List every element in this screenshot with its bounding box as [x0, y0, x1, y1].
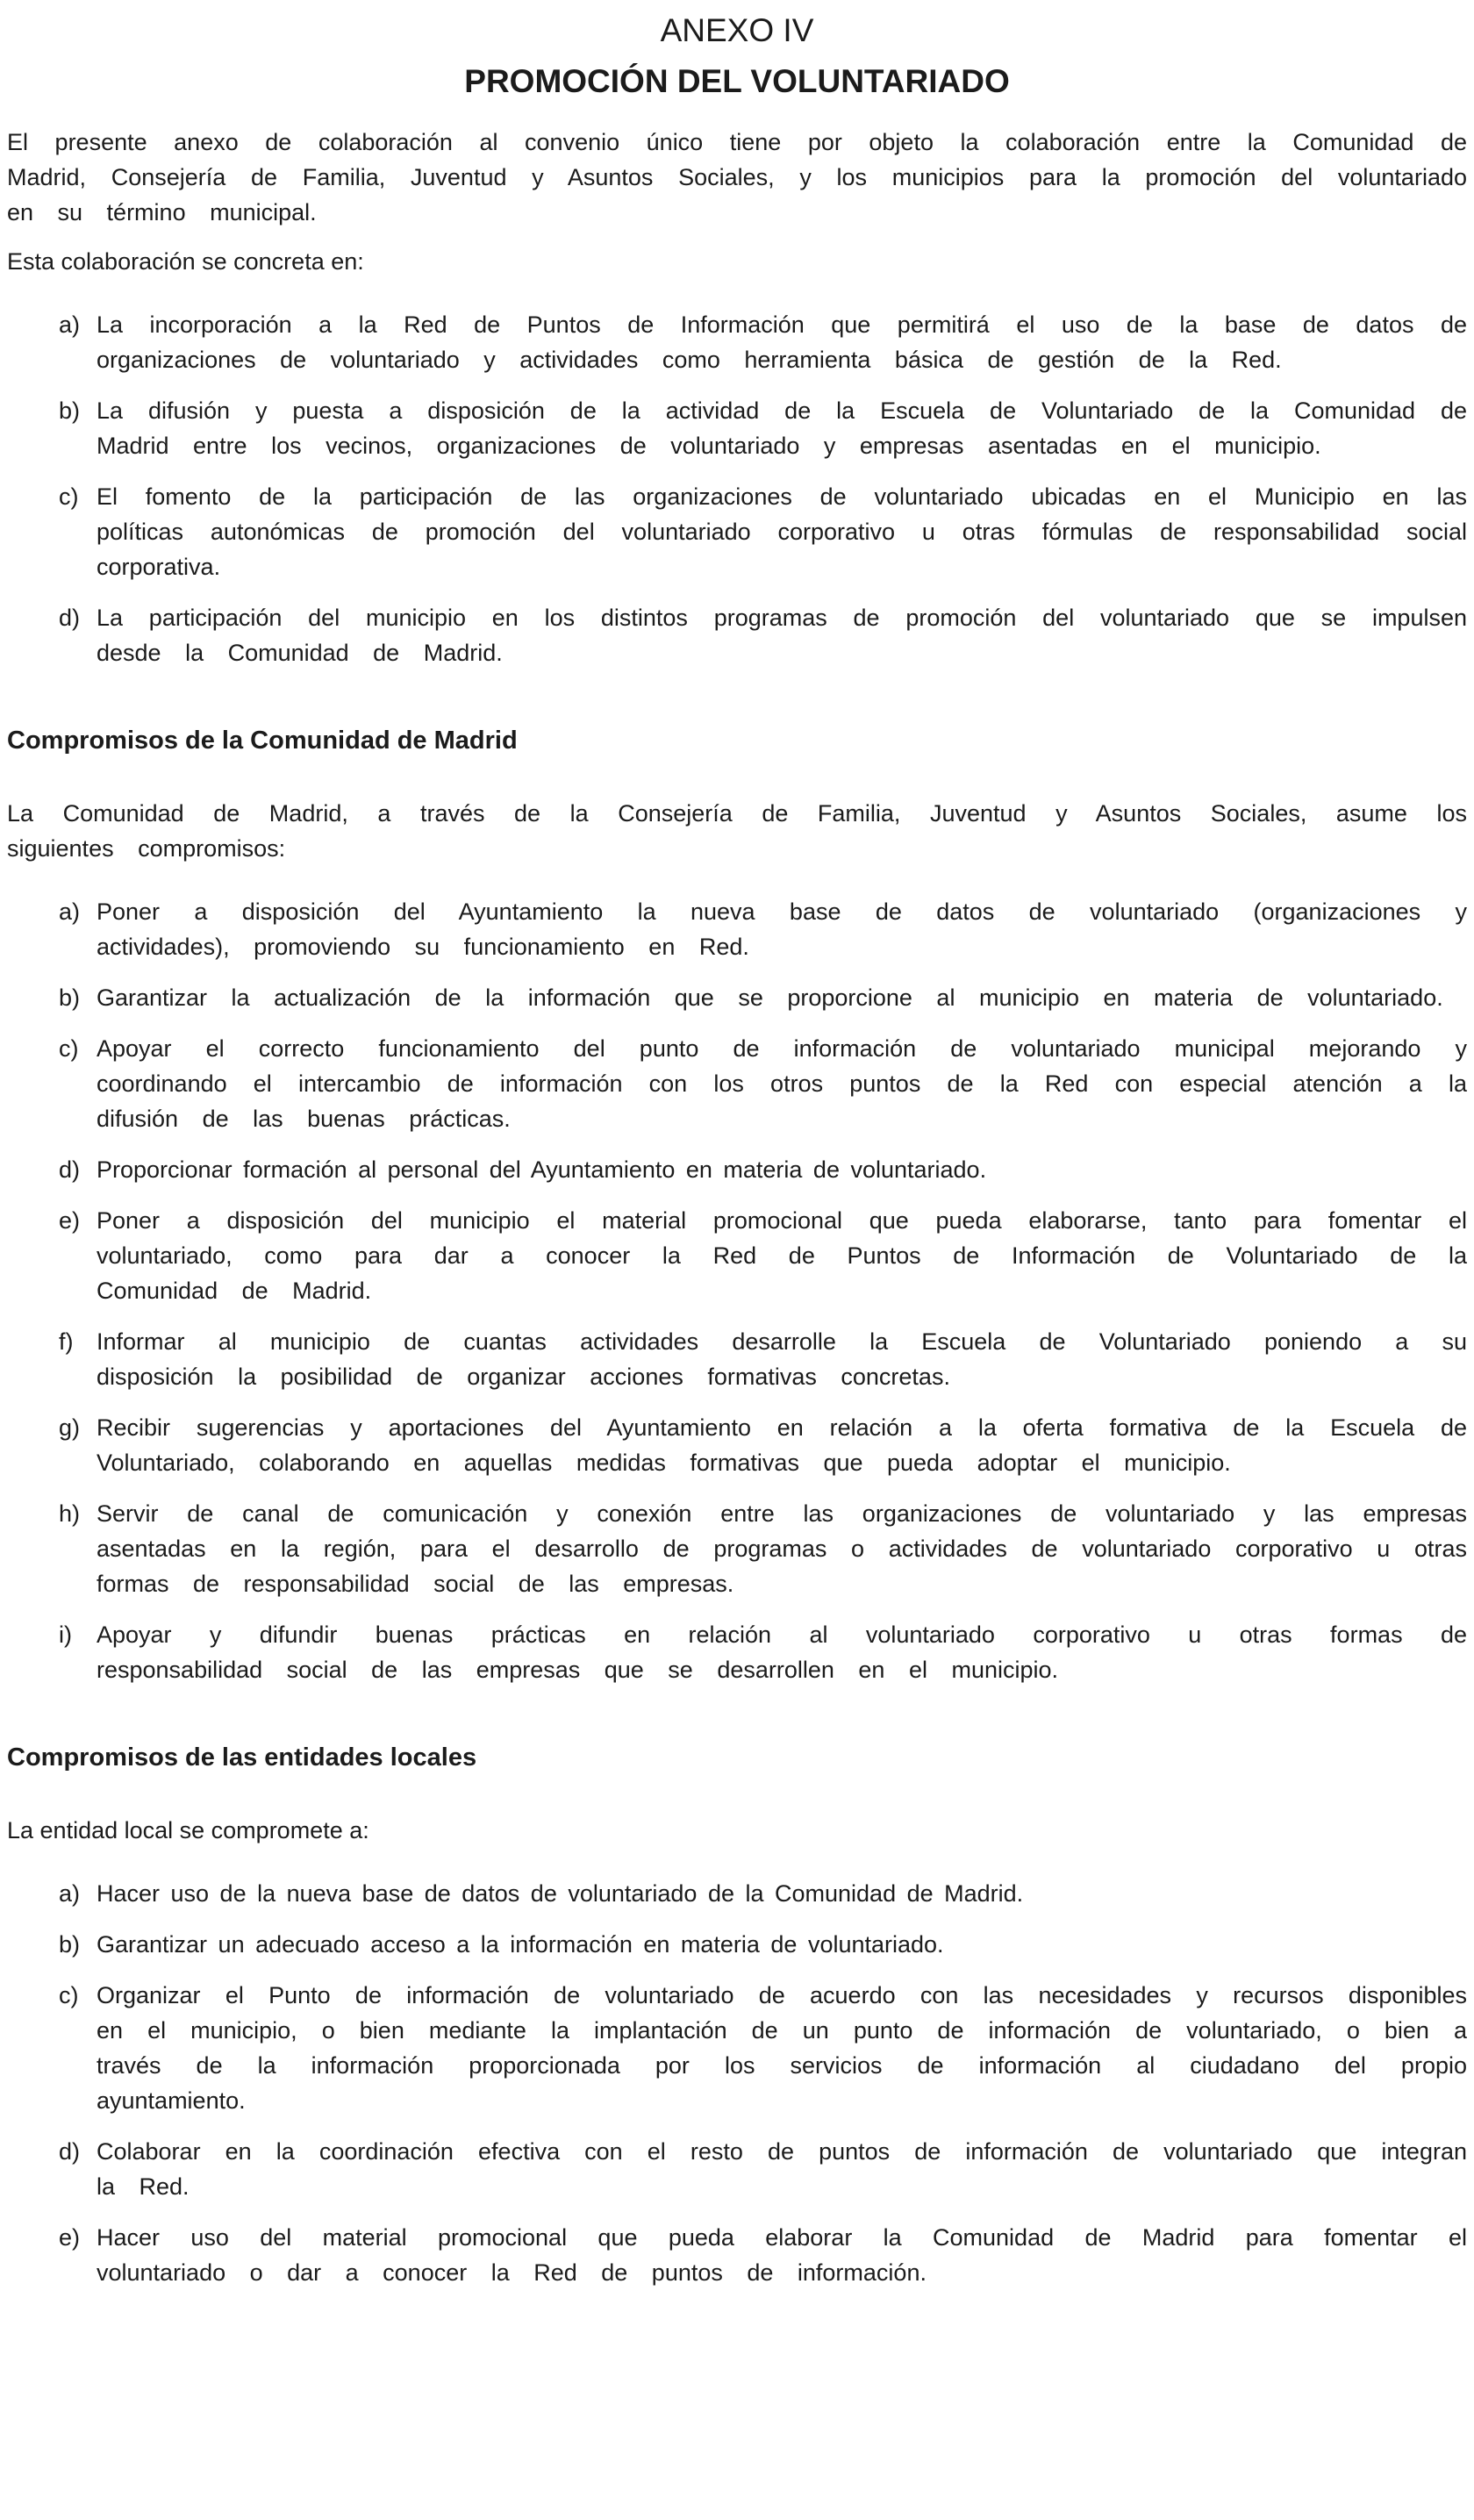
- list-item-d: [7, 1152, 1467, 1187]
- intro-paragraph: El presente anexo de colaboración al convenio único tiene por objeto la colaboración entre la Comunidad de Madrid, Consejería de Familia, Juventud y Asuntos Sociales, y los municipios para la promoción del voluntariado en su término municipal.: [7, 129, 1467, 226]
- item-marker: d): [59, 1156, 81, 1183]
- item-text: Organizar el Punto de información de voluntariado de acuerdo con las necesidades y recursos disponibles en el municipio, o bien mediante la implantación de un punto de información de voluntariado, o bien a través de la información proporcionada por los servicios de información al ciudadano del propio ayuntamiento.: [97, 1982, 1467, 2114]
- item-marker: g): [59, 1414, 81, 1441]
- madrid-commitments-list: [7, 894, 1467, 1687]
- list-item-g: [7, 1410, 1467, 1480]
- intro-lead: Esta colaboración se concreta en:: [7, 248, 364, 275]
- item-text: Apoyar el correcto funcionamiento del punto de información de voluntariado municipal mejorando y coordinando el intercambio de información con los otros puntos de la Red con especial atención a la difusión de las buenas prácticas.: [97, 1035, 1467, 1132]
- item-marker: h): [59, 1500, 81, 1527]
- item-marker: b): [59, 984, 81, 1011]
- annex-label: ANEXO IV: [660, 12, 814, 48]
- list-item-b: [7, 393, 1467, 463]
- item-text: Garantizar un adecuado acceso a la información en materia de voluntariado.: [97, 1931, 944, 1958]
- item-marker: d): [59, 2138, 81, 2165]
- list-item-a: [7, 894, 1467, 964]
- item-text: Recibir sugerencias y aportaciones del Ayuntamiento en relación a la oferta formativa de la Escuela de Voluntariado, colaborando en aquellas medidas formativas que pueda adoptar el municipio.: [97, 1414, 1467, 1476]
- list-item-h: [7, 1496, 1467, 1601]
- list-item-d: [7, 2134, 1467, 2204]
- list-item-e: [7, 1203, 1467, 1308]
- item-text: Apoyar y difundir buenas prácticas en relación al voluntariado corporativo u otras formas de responsabilidad social de las empresas que se desarrollen en el municipio.: [97, 1622, 1467, 1683]
- item-marker: d): [59, 605, 81, 631]
- document-title: PROMOCIÓN DEL VOLUNTARIADO: [464, 63, 1010, 99]
- item-text: La incorporación a la Red de Puntos de Información que permitirá el uso de la base de datos de organizaciones de voluntariado y actividades como herramienta básica de gestión de la Red.: [97, 311, 1467, 373]
- item-text: Informar al municipio de cuantas actividades desarrolle la Escuela de Voluntariado poniendo a su disposición la posibilidad de organizar acciones formativas concretas.: [97, 1328, 1467, 1390]
- list-item-b: [7, 980, 1467, 1015]
- item-text: Garantizar la actualización de la información que se proporcione al municipio en materia de voluntariado.: [97, 984, 1443, 1011]
- item-marker: a): [59, 898, 81, 925]
- item-marker: a): [59, 311, 81, 338]
- list-item-b: [7, 1927, 1467, 1962]
- item-marker: b): [59, 397, 81, 424]
- list-item-c: [7, 1031, 1467, 1136]
- list-item-e: [7, 2220, 1467, 2290]
- local-commitments-list: [7, 1876, 1467, 2290]
- list-item-d: [7, 600, 1467, 670]
- item-text: Servir de canal de comunicación y conexión entre las organizaciones de voluntariado y las empresas asentadas en la región, para el desarrollo de programas o actividades de voluntariado corporativo u otras formas de responsabilidad social de las empresas.: [97, 1500, 1467, 1597]
- item-text: Colaborar en la coordinación efectiva con el resto de puntos de información de voluntariado que integran la Red.: [97, 2138, 1467, 2200]
- item-marker: b): [59, 1931, 81, 1958]
- collaboration-list: [7, 307, 1467, 670]
- item-marker: e): [59, 1207, 81, 1234]
- item-text: Proporcionar formación al personal del Ayuntamiento en materia de voluntariado.: [97, 1156, 987, 1183]
- item-text: Hacer uso de la nueva base de datos de voluntariado de la Comunidad de Madrid.: [97, 1880, 1024, 1907]
- madrid-commitments-lead: La Comunidad de Madrid, a través de la Consejería de Familia, Juventud y Asuntos Sociales, asume los siguientes compromisos:: [7, 800, 1467, 862]
- list-item-i: [7, 1617, 1467, 1687]
- item-marker: f): [59, 1328, 74, 1355]
- list-item-c: [7, 1978, 1467, 2118]
- section-heading-local-commitments: Compromisos de las entidades locales: [7, 1743, 477, 1772]
- item-text: Poner a disposición del municipio el material promocional que pueda elaborarse, tanto para fomentar el voluntariado, como para dar a conocer la Red de Puntos de Información de Voluntariado de la Comunidad de Madrid.: [97, 1207, 1467, 1304]
- item-text: La participación del municipio en los distintos programas de promoción del voluntariado que se impulsen desde la Comunidad de Madrid.: [97, 605, 1467, 666]
- item-text: Hacer uso del material promocional que pueda elaborar la Comunidad de Madrid para fomentar el voluntariado o dar a conocer la Red de puntos de información.: [97, 2224, 1467, 2286]
- item-text: Poner a disposición del Ayuntamiento la nueva base de datos de voluntariado (organizaciones y actividades), promoviendo su funcionamiento en Red.: [97, 898, 1467, 960]
- item-text: La difusión y puesta a disposición de la actividad de la Escuela de Voluntariado de la Comunidad de Madrid entre los vecinos, organizaciones de voluntariado y empresas asentadas en el municipio.: [97, 397, 1467, 459]
- item-marker: e): [59, 2224, 81, 2251]
- list-item-c: [7, 479, 1467, 584]
- item-marker: i): [59, 1622, 72, 1648]
- item-marker: c): [59, 483, 79, 510]
- list-item-f: [7, 1324, 1467, 1394]
- local-commitments-lead: La entidad local se compromete a:: [7, 1817, 369, 1843]
- section-heading-madrid-commitments: Compromisos de la Comunidad de Madrid: [7, 727, 518, 755]
- item-marker: a): [59, 1880, 81, 1907]
- item-marker: c): [59, 1982, 79, 2008]
- item-marker: c): [59, 1035, 79, 1062]
- item-text: El fomento de la participación de las organizaciones de voluntariado ubicadas en el Municipio en las políticas autonómicas de promoción del voluntariado corporativo u otras fórmulas de responsabilidad social corporativa.: [97, 483, 1467, 580]
- list-item-a: [7, 307, 1467, 377]
- list-item-a: [7, 1876, 1467, 1911]
